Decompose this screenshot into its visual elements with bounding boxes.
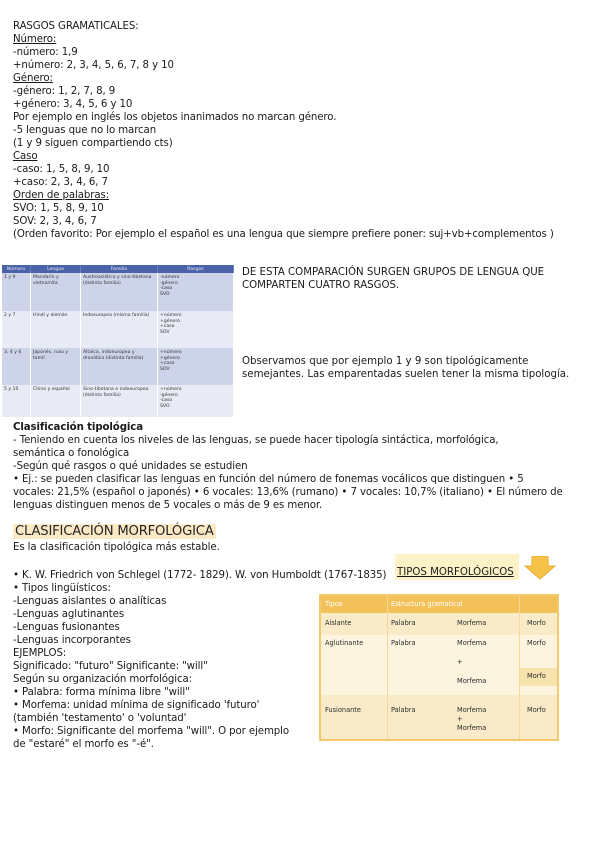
table-cell: Morfema <box>457 619 487 627</box>
table-cell: +número -género -caso SVO <box>158 385 234 417</box>
note-line: -género: 1, 2, 7, 8, 9 <box>13 86 116 97</box>
table-cell: Morfo <box>527 619 546 627</box>
column-header: Tipos <box>325 600 343 608</box>
observation-paragraph: Observamos que por ejemplo 1 y 9 son tipológicamente semejantes. Las emparentadas suelen tener la misma tipología. <box>242 356 570 380</box>
table-row <box>321 613 557 635</box>
note-line: -Lenguas incorporantes <box>13 635 131 646</box>
table-row <box>2 273 234 311</box>
table-row <box>2 385 234 417</box>
note-line: -Lenguas aglutinantes <box>13 609 125 620</box>
table-cell: -número -género -caso SVO <box>158 273 234 311</box>
note-line: • Ej.: se pueden clasificar las lenguas en función del número de fonemas vocálicos que distinguen • 5 <box>13 474 524 485</box>
heading-clasificacion-morfologica: CLASIFICACIÓN MORFOLÓGICA <box>15 524 214 539</box>
table-cell: Hindi y alemán <box>31 311 81 348</box>
note-line: +género: 3, 4, 5, 6 y 10 <box>13 99 133 110</box>
column-header: Estructura gramatical <box>391 600 463 608</box>
note-line: -número: 1,9 <box>13 47 78 58</box>
table-cell: +número +género +caso SOV <box>158 348 234 385</box>
note-line: • Palabra: forma mínima libre "will" <box>13 687 190 698</box>
note-line: (1 y 9 siguen compartiendo cts) <box>13 138 173 149</box>
tipos-morfologicos-label: TIPOS MORFOLÓGICOS <box>397 567 514 578</box>
subheading-orden: Orden de palabras: <box>13 190 110 201</box>
column-header: Rasgos <box>158 265 234 273</box>
table-cell: Morfema <box>457 706 487 714</box>
note-line: -Según qué rasgos o qué unidades se estudien <box>13 461 248 472</box>
heading-rasgos: RASGOS GRAMATICALES: <box>13 21 139 32</box>
section-title-clasificacion: Clasificación tipológica <box>13 422 144 433</box>
note-line: de "estaré" el morfo es "-é". <box>13 739 154 750</box>
note-line: Es la clasificación tipológica más estable. <box>13 542 220 553</box>
note-line: semántica o fonológica <box>13 448 130 459</box>
comparison-table <box>2 265 234 417</box>
table-cell: 2 y 7 <box>2 311 31 348</box>
note-line: • K. W. Friedrich von Schlegel (1772- 1829). W. von Humboldt (1767-1835) <box>13 570 387 581</box>
table-cell: Japonés, ruso y tamil <box>31 348 81 385</box>
tipos-morfologicos-table <box>319 594 559 741</box>
note-line: Por ejemplo en inglés los objetos inanimados no marcan género. <box>13 112 337 123</box>
table-cell: 3, 4 y 6 <box>2 348 31 385</box>
table-cell: Morfema <box>457 677 487 685</box>
subheading-numero: Número: <box>13 34 57 45</box>
note-line: EJEMPLOS: <box>13 648 67 659</box>
column-header: Lengua <box>31 265 81 273</box>
column-header: Número <box>2 265 31 273</box>
note-line: - Teniendo en cuenta los niveles de las lenguas, se puede hacer tipología sintáctica, morfológica, <box>13 435 499 446</box>
table-cell: Palabra <box>391 619 416 627</box>
note-line: Según su organización morfológica: <box>13 674 192 685</box>
table-cell: 1 y 9 <box>2 273 31 311</box>
tipo-name: Aglutinante <box>325 639 364 647</box>
note-line: vocales: 21,5% (español o japonés) • 6 vocales: 13,6% (rumano) • 7 vocales: 10,7% (italiano) • El número de <box>13 487 563 498</box>
comparison-conclusion: DE ESTA COMPARACIÓN SURGEN GRUPOS DE LENGUA QUE COMPARTEN CUATRO RASGOS. <box>242 267 545 291</box>
table-cell: + <box>457 658 463 666</box>
note-line: lenguas distinguen menos de 5 vocales o más de 9 es menor. <box>13 500 323 511</box>
table-cell: Morfema <box>457 639 487 647</box>
note-line: SOV: 2, 3, 4, 6, 7 <box>13 216 97 227</box>
note-line: -Lenguas fusionantes <box>13 622 120 633</box>
table-cell: Morfo <box>527 639 546 647</box>
table-cell: Indoeuropea (misma familia) <box>81 311 158 348</box>
note-line: • Morfo: Significante del morfema "will". O por ejemplo <box>13 726 289 737</box>
table-cell: Morfo <box>527 706 546 714</box>
note-line: -5 lenguas que no lo marcan <box>13 125 157 136</box>
column-header: Familia <box>81 265 158 273</box>
note-line: • Morfema: unidad mínima de significado 'futuro' <box>13 700 260 711</box>
arrow-down-icon <box>524 556 556 580</box>
table-row <box>2 311 234 348</box>
note-line: • Tipos lingüísticos: <box>13 583 111 594</box>
note-line: (también 'testamento' o 'voluntad' <box>13 713 187 724</box>
table-cell: Austroasiática y sino-tibetana (distinta familia) <box>81 273 158 311</box>
tipo-name: Fusionante <box>325 706 361 714</box>
table-cell: Sino-tibetana e indoeuropea (distinta familia) <box>81 385 158 417</box>
note-line: (Orden favorito: Por ejemplo el español es una lengua que siempre prefiere poner: suj+vb+complementos ) <box>13 229 554 240</box>
table-cell: +número +género +caso SOV <box>158 311 234 348</box>
table-cell: Mandarín y vietnamita <box>31 273 81 311</box>
note-line: -Lenguas aislantes o analíticas <box>13 596 167 607</box>
note-line: -caso: 1, 5, 8, 9, 10 <box>13 164 110 175</box>
table-cell: Chino y español <box>31 385 81 417</box>
table-cell: Palabra <box>391 639 416 647</box>
table-header-row <box>2 265 234 273</box>
subheading-caso: Caso <box>13 151 38 162</box>
table-row <box>2 348 234 385</box>
table-cell: Morfema <box>457 724 487 732</box>
note-line: +número: 2, 3, 4, 5, 6, 7, 8 y 10 <box>13 60 174 71</box>
table-cell: Palabra <box>391 706 416 714</box>
table-cell: + <box>457 715 463 723</box>
tipo-name: Aislante <box>325 619 352 627</box>
table-cell: Altaica, indoeuropea y dravídica (distinta familia) <box>81 348 158 385</box>
table-cell: Morfo <box>527 672 546 680</box>
subheading-genero: Género: <box>13 73 53 84</box>
note-line: +caso: 2, 3, 4, 6, 7 <box>13 177 108 188</box>
note-line: Significado: "futuro" Significante: "will" <box>13 661 208 672</box>
table-row <box>321 695 557 739</box>
column-divider <box>387 596 388 739</box>
table-cell: 5 y 10 <box>2 385 31 417</box>
note-line: SVO: 1, 5, 8, 9, 10 <box>13 203 104 214</box>
